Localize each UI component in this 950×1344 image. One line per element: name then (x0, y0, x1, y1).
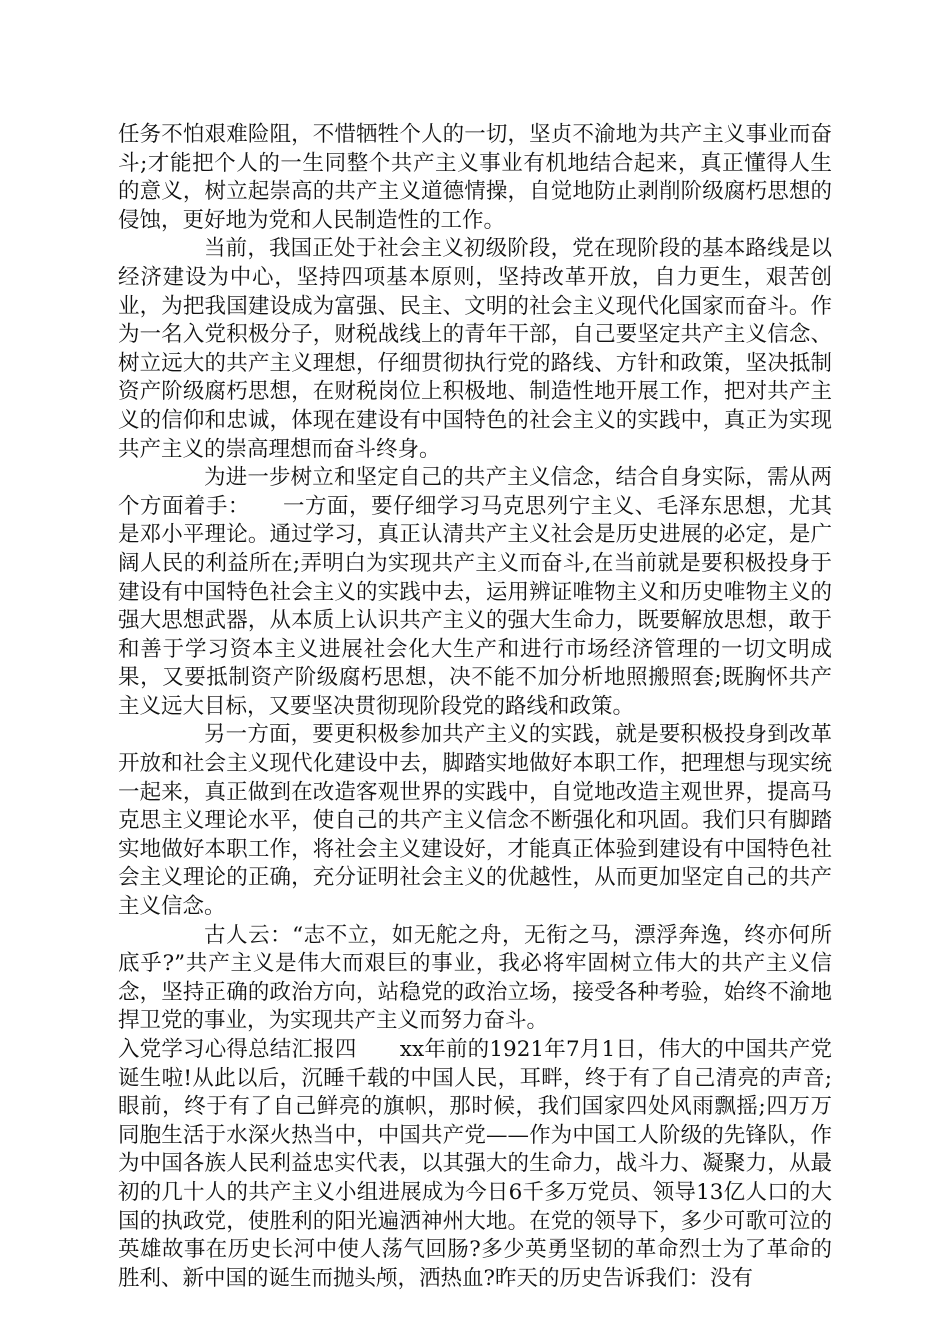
body-paragraph-1: 任务不怕艰难险阻，不惜牺牲个人的一切，坚贞不渝地为共产主义事业而奋斗;才能把个人的一生同整个共产主义事业有机地结合起来，真正懂得人生的意义，树立起崇高的共产主义道德情操，自觉地防止剥削阶级腐朽思想的侵蚀，更好地为党和人民制造性的工作。 (118, 122, 832, 233)
body-paragraph-3: 为进一步树立和坚定自己的共产主义信念，结合自身实际，需从两个方面着手： 一方面，要仔细学习马克思列宁主义、毛泽东思想，尤其是邓小平理论。通过学习，真正认清共产主义社会是历史进展的必定，是广阔人民的利益所在;弄明白为实现共产主义而奋斗,在当前就是要积极投身于建设有中国特色社会主义的实践中去，运用辨证唯物主义和历史唯物主义的强大思想武器，从本质上认识共产主义的强大生命力，既要解放思想，敢于和善于学习资本主义进展社会化大生产和进行市场经济管理的一切文明成果，又要抵制资产阶级腐朽思想，决不能不加分析地照搬照套;既胸怀共产主义远大目标，又要坚决贯彻现阶段党的路线和政策。 (118, 465, 832, 719)
body-paragraph-2: 当前，我国正处于社会主义初级阶段，党在现阶段的基本路线是以经济建设为中心，坚持四项基本原则，坚持改革开放，自力更生，艰苦创业，为把我国建设成为富强、民主、文明的社会主义现代化国家而奋斗。作为一名入党积极分子，财税战线上的青年干部，自己要坚定共产主义信念、树立远大的共产主义理想，仔细贯彻执行党的路线、方针和政策，坚决抵制资产阶级腐朽思想，在财税岗位上积极地、制造性地开展工作，把对共产主义的信仰和忠诚，体现在建设有中国特色的社会主义的实践中，真正为实现共产主义的崇高理想而奋斗终身。 (118, 236, 832, 462)
body-paragraph-4: 另一方面，要更积极参加共产主义的实践，就是要积极投身到改革开放和社会主义现代化建设中去，脚踏实地做好本职工作，把理想与现实统一起来，真正做到在改造客观世界的实践中，自觉地改造主观世界，提高马克思主义理论水平，使自己的共产主义信念不断强化和巩固。我们只有脚踏实地做好本职工作，将社会主义建设好，才能真正体验到建设有中国特色社会主义理论的正确，充分证明社会主义的优越性，从而更加坚定自己的共产主义信念。 (118, 722, 832, 920)
document-page (118, 121, 832, 1293)
body-paragraph-6: 入党学习心得总结汇报四 xx年前的1921年7月1日，伟大的中国共产党诞生啦!从此以后，沉睡千载的中国人民，耳畔，终于有了自己清亮的声音;眼前，终于有了自己鲜亮的旗帜，那时候，我们国家四处风雨飘摇;四万万同胞生活于水深火热当中，中国共产党——作为中国工人阶级的先锋队，作为中国各族人民利益忠实代表，以其强大的生命力，战斗力、凝聚力，从最初的几十人的共产主义小组进展成为今日6千多万党员、领导13亿人口的大国的执政党，使胜利的阳光遍洒神州大地。在党的领导下，多少可歌可泣的英雄故事在历史长河中使人荡气回肠?多少英勇坚韧的革命烈士为了革命的胜利、新中国的诞生而抛头颅，洒热血?昨天的历史告诉我们：没有 (118, 1037, 832, 1291)
body-paragraph-5: 古人云：“志不立，如无舵之舟，无衔之马，漂浮奔逸，终亦何所底乎?”共产主义是伟大而艰巨的事业，我必将牢固树立伟大的共产主义信念，坚持正确的政治方向，站稳党的政治立场，接受各种考验，始终不渝地捍卫党的事业，为实现共产主义而努力奋斗。 (118, 922, 832, 1034)
